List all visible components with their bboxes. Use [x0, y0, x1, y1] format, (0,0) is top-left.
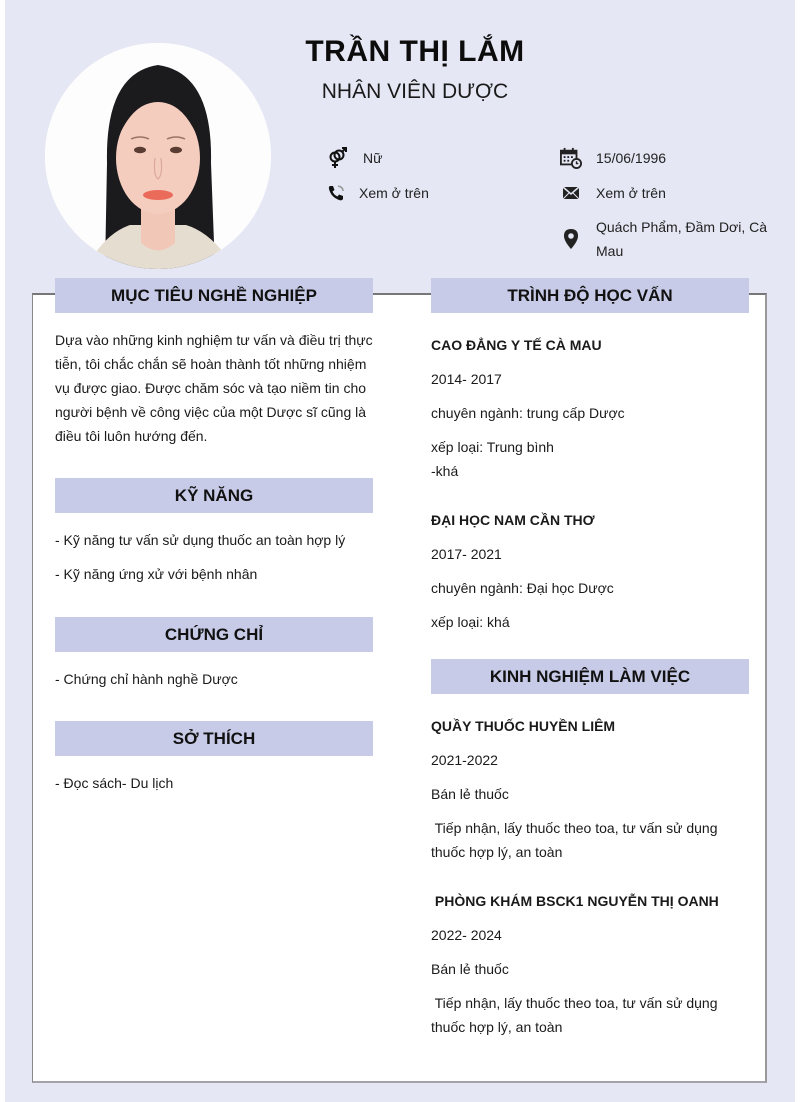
certificate-item: - Chứng chỉ hành nghề Dược: [55, 671, 238, 687]
section-header-skills: KỸ NĂNG: [55, 478, 373, 513]
gender-value: Nữ: [363, 150, 383, 166]
hobby-item: - Đọc sách- Du lịch: [55, 775, 174, 791]
avatar: [45, 43, 271, 269]
candidate-name: TRẦN THỊ LẮM: [305, 35, 525, 68]
contact-address: [560, 215, 767, 263]
skill-item: - Kỹ năng ứng xử với bệnh nhân: [55, 566, 258, 582]
contact-phone: [325, 181, 429, 205]
education-grade: xếp loại: Trung bình: [431, 439, 554, 455]
profile-photo: [45, 43, 271, 269]
mail-icon: [560, 181, 582, 205]
section-header-experience: KINH NGHIỆM LÀM VIỆC: [431, 659, 749, 694]
contact-email: [560, 181, 666, 205]
objective-text: Dựa vào những kinh nghiệm tư vấn và điều trị thực tiễn, tôi chắc chắn sẽ hoàn thành tốt những nhiệm vụ được giao. Được chăm sóc và tạo niềm tin cho người bệnh về công việc của một Dược sĩ cũng là điều tôi luôn hướng đến.: [55, 332, 373, 444]
section-header-certificates: CHỨNG CHỈ: [55, 617, 373, 652]
calendar-icon: [560, 146, 582, 170]
contact-birthday: [560, 146, 666, 170]
experience-years: 2021-2022: [431, 752, 498, 768]
education-years: 2014- 2017: [431, 371, 502, 387]
experience-desc-cont: thuốc hợp lý, an toàn: [431, 1019, 563, 1035]
experience-years: 2022- 2024: [431, 927, 502, 943]
phone-icon: [325, 181, 347, 205]
company-name: PHÒNG KHÁM BSCK1 NGUYỄN THỊ OANH: [431, 893, 719, 909]
experience-desc-cont: thuốc hợp lý, an toàn: [431, 844, 563, 860]
school-name: CAO ĐẲNG Y TẾ CÀ MAU: [431, 337, 602, 353]
skill-item: - Kỹ năng tư vấn sử dụng thuốc an toàn hợp lý: [55, 532, 346, 548]
education-grade: xếp loại: khá: [431, 614, 510, 630]
education-grade-cont: -khá: [431, 463, 459, 479]
location-pin-icon: [560, 215, 582, 263]
school-name: ĐẠI HỌC NAM CẦN THƠ: [431, 512, 595, 528]
experience-role: Bán lẻ thuốc: [431, 786, 509, 802]
experience-desc: Tiếp nhận, lấy thuốc theo toa, tư vấn sử dụng: [431, 820, 718, 836]
section-header-education: TRÌNH ĐỘ HỌC VẤN: [431, 278, 749, 313]
email-value[interactable]: Xem ở trên: [596, 185, 666, 201]
job-title: NHÂN VIÊN DƯỢC: [321, 80, 509, 103]
company-name: QUẦY THUỐC HUYỀN LIÊM: [431, 718, 616, 734]
education-years: 2017- 2021: [431, 546, 502, 562]
gender-icon: [327, 146, 349, 170]
experience-role: Bán lẻ thuốc: [431, 961, 509, 977]
experience-desc: Tiếp nhận, lấy thuốc theo toa, tư vấn sử dụng: [431, 995, 718, 1011]
phone-value[interactable]: Xem ở trên: [359, 185, 429, 201]
education-major: chuyên ngành: Đại học Dược: [431, 580, 614, 596]
education-major: chuyên ngành: trung cấp Dược: [431, 405, 625, 421]
birthday-value: 15/06/1996: [596, 150, 667, 166]
section-header-hobbies: SỞ THÍCH: [55, 721, 373, 756]
address-value: Quách Phẩm, Đầm Dơi, Cà Mau: [596, 219, 768, 259]
contact-gender: [327, 146, 382, 170]
section-header-objective: MỤC TIÊU NGHỀ NGHIỆP: [55, 278, 373, 313]
